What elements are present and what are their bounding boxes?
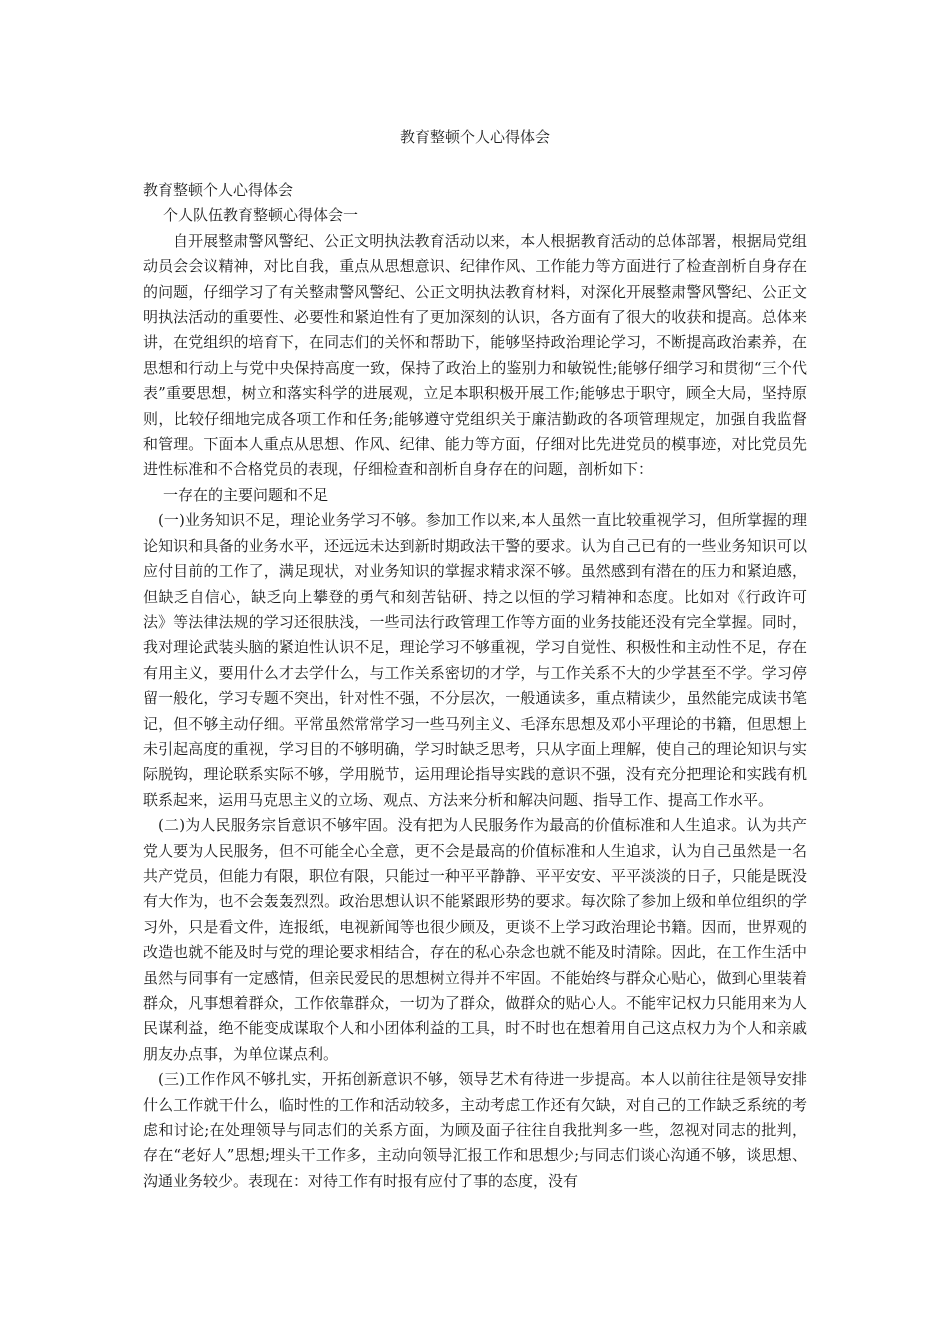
body-subheading: 个人队伍教育整顿心得体会一 (163, 206, 359, 225)
document-body (143, 178, 807, 1194)
point-2-paragraph: (二)为人民服务宗旨意识不够牢固。没有把为人民服务作为最高的价值标准和人生追求。认为共产党人要为人民服务，但不可能全心全意，更不会是最高的价值标准和人生追求，认为自己虽然是一名共产党员，但能力有限，职位有限，只能过一种平平静静、平平安安、平平淡淡的日子，只能是既没有大作为，也不会轰轰烈烈。政治思想认识不能紧跟形势的要求。每次除了参加上级和单位组织的学习外，只是看文件，连报纸，电视新闻等也很少顾及，更谈不上学习政治理论书籍。因而，世界观的改造也就不能及时与党的理论要求相结合，存在的私心杂念也就不能及时清除。因此，在工作生活中虽然与同事有一定感情，但亲民爱民的思想树立得并不牢固。不能始终与群众心贴心，做到心里装着群众，凡事想着群众，工作依靠群众，一切为了群众，做群众的贴心人。不能牢记权力只能用来为人民谋利益，绝不能变成谋取个人和小团体利益的工具，时不时也在想着用自己这点权力为个人和亲戚朋友办点事，为单位谋点利。 (143, 816, 807, 1063)
intro-paragraph: 自开展整肃警风警纪、公正文明执法教育活动以来，本人根据教育活动的总体部署，根据局党组动员会会议精神，对比自我，重点从思想意识、纪律作风、工作能力等方面进行了检查剖析自身存在的问题，仔细学习了有关整肃警风警纪、公正文明执法教育材料，对深化开展整肃警风警纪、公正文明执法活动的重要性、必要性和紧迫性有了更加深刻的认识，各方面有了很大的收获和提高。总体来讲，在党组织的培育下，在同志们的关怀和帮助下，能够坚持政治理论学习，不断提高政治素养，在思想和行动上与党中央保持高度一致，保持了政治上的鉴别力和敏锐性;能够仔细学习和贯彻“三个代表”重要思想，树立和落实科学的进展观，立足本职积极开展工作;能够忠于职守，顾全大局，坚持原则，比较仔细地完成各项工作和任务;能够遵守党组织关于廉洁勤政的各项管理规定，加强自我监督和管理。下面本人重点从思想、作风、纪律、能力等方面，仔细对比先进党员的模事迹，对比党员先进性标准和不合格党员的表现，仔细检查和剖析自身存在的问题，剖析如下： (143, 231, 807, 479)
section-heading: 一存在的主要问题和不足 (163, 485, 329, 504)
point-3-paragraph: (三)工作作风不够扎实，开拓创新意识不够，领导艺术有待进一步提高。本人以前往往是领导安排什么工作就干什么，临时性的工作和活动较多，主动考虑工作还有欠缺，对自己的工作缺乏系统的考虑和讨论;在处理领导与同志们的关系方面，为顾及面子往往自我批判多一些，忽视对同志的批判，存在“老好人”思想;埋头干工作多，主动向领导汇报工作和思想少;与同志们谈心沟通不够，谈思想、沟通业务较少。表现在：对待工作有时报有应付了事的态度，没有 (143, 1070, 807, 1190)
point-1-paragraph: (一)业务知识不足，理论业务学习不够。参加工作以来,本人虽然一直比较重视学习，但所掌握的理论知识和具备的业务水平，还远远未达到新时期政法干警的要求。认为自己已有的一些业务知识可以应付目前的工作了，满足现状，对业务知识的掌握求精求深不够。虽然感到有潜在的压力和紧迫感，但缺乏自信心，缺乏向上攀登的勇气和刻苦钻研、持之以恒的学习精神和态度。比如对《行政许可法》等法律法规的学习还很肤浅，一些司法行政管理工作等方面的业务技能还没有完全掌握。同时，我对理论武装头脑的紧迫性认识不足，理论学习不够重视，学习自觉性、积极性和主动性不足，存在有用主义，要用什么才去学什么，与工作关系密切的才学，与工作关系不大的少学甚至不学。学习停留一般化，学习专题不突出，针对性不强，不分层次，一般通读多，重点精读少，虽然能完成读书笔记，但不够主动仔细。平常虽然常常学习一些马列主义、毛泽东思想及邓小平理论的书籍，但思想上未引起高度的重视，学习目的不够明确，学习时缺乏思考，只从字面上理解，使自己的理论知识与实际脱钩，理论联系实际不够，学用脱节，运用理论指导实践的意识不强，没有充分把理论和实践有机联系起来，运用马克思主义的立场、观点、方法来分析和解决问题、指导工作、提高工作水平。 (143, 511, 807, 809)
body-heading: 教育整顿个人心得体会 (143, 181, 294, 199)
document-title: 教育整顿个人心得体会 (399, 128, 550, 146)
